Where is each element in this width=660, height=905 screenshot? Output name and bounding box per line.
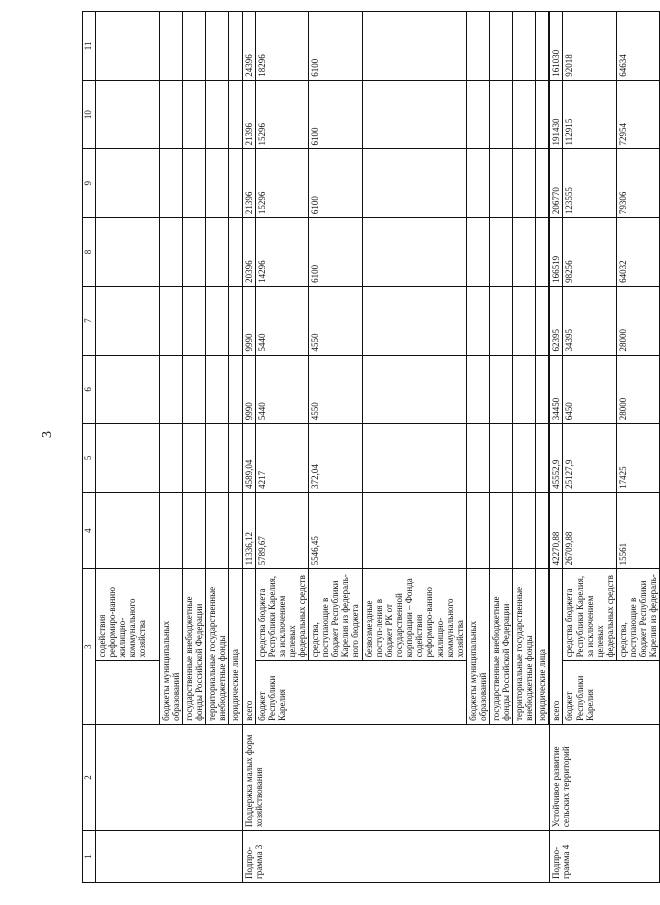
value-cell: 15296	[255, 149, 308, 218]
value-cell: 34395	[563, 286, 616, 355]
header-cell: 11	[83, 12, 96, 81]
header-cell: 6	[83, 355, 96, 424]
value-cell: 24396	[242, 12, 255, 81]
value-cell: 372,04	[309, 424, 363, 493]
value-cell: 21396	[242, 149, 255, 218]
cont-label: содействия реформиро-ванию жилищно-коммунального хозяйства	[96, 569, 160, 661]
value-cell: 98256	[563, 218, 616, 287]
value-cell: 11336,12	[242, 492, 255, 568]
value-cell: 92018	[563, 12, 616, 81]
subprogram-title: Устойчивое развитие сельских территорий	[550, 724, 660, 830]
source-label: государственные внебюджетные фонды Российской Федерации	[183, 569, 206, 725]
value-cell: 14296	[255, 218, 308, 287]
value-cell: 6100	[309, 218, 363, 287]
value-cell: 206770	[550, 149, 563, 218]
value-cell: 123555	[563, 149, 616, 218]
value-cell: 28000	[616, 355, 659, 424]
value-cell: 166519	[550, 218, 563, 287]
value-cell: 64634	[616, 12, 659, 81]
table-row	[242, 12, 255, 883]
header-cell: 2	[83, 724, 96, 830]
header-cell: 7	[83, 286, 96, 355]
subprogram-code: Подпро-грамма 4	[550, 831, 660, 883]
header-cell: 10	[83, 80, 96, 149]
rotated-table-wrapper	[82, 11, 659, 883]
table-row	[96, 12, 160, 883]
value-cell: 62395	[550, 286, 563, 355]
total-label: всего	[242, 569, 255, 725]
value-cell: 15561	[616, 492, 659, 568]
value-cell: 25127,9	[563, 424, 616, 493]
budget-table	[82, 11, 660, 883]
header-row	[83, 12, 96, 883]
header-cell: 3	[83, 569, 96, 725]
source-label: территориальные государственные внебюджетные фонды	[513, 569, 536, 725]
page-number: 3	[40, 431, 55, 438]
value-cell: 9990	[242, 355, 255, 424]
value-cell: 6450	[563, 355, 616, 424]
value-cell: 191430	[550, 80, 563, 149]
value-cell: 64032	[616, 218, 659, 287]
value-cell: 17425	[616, 424, 659, 493]
value-cell: 4217	[255, 424, 308, 493]
value-cell: 6100	[309, 80, 363, 149]
header-cell: 8	[83, 218, 96, 287]
total-label: всего	[550, 569, 563, 725]
source-label: бюджеты муниципальных образований	[160, 569, 183, 725]
header-cell: 1	[83, 831, 96, 883]
value-cell: 79306	[616, 149, 659, 218]
table-row	[550, 12, 563, 883]
header-cell: 9	[83, 149, 96, 218]
value-cell: 72954	[616, 80, 659, 149]
source-label: средства, поступающие в бюджет Республики Карелия из федераль-	[616, 569, 659, 661]
value-cell: 4550	[309, 286, 363, 355]
subprogram-code: Подпро-грамма 3	[242, 831, 550, 883]
source-label: территориальные государственные внебюджетные фонды	[206, 569, 229, 725]
value-cell: 5440	[255, 286, 308, 355]
value-cell: 21396	[242, 80, 255, 149]
value-cell: 6100	[309, 12, 363, 81]
value-cell: 161030	[550, 12, 563, 81]
value-cell: 20396	[242, 218, 255, 287]
subprogram-title: Поддержка малых форм хозяйствования	[242, 724, 550, 830]
budget-label: бюджет Республики Карелия	[255, 661, 466, 725]
value-cell: 5789,67	[255, 492, 308, 568]
source-label: юридические лица	[229, 569, 242, 725]
header-cell: 5	[83, 424, 96, 493]
value-cell: 28000	[616, 286, 659, 355]
source-label: бюджеты муниципальных образований	[466, 569, 489, 725]
source-label: средства бюджета Республики Карелия, за исключением целевых федеральных средств	[255, 569, 308, 661]
value-cell: 34450	[550, 355, 563, 424]
source-label: государственные внебюджетные фонды Российской Федерации	[489, 569, 512, 725]
source-label: юридические лица	[536, 569, 549, 725]
source-label: средства, поступающие в бюджет Республики Карелия из федераль-ного бюджета	[309, 569, 363, 661]
value-cell: 4589,04	[242, 424, 255, 493]
source-label: безвозмездные поступ-ления в бюджет РК от государственной корпорации – Фонда содействия реформиро-ванию жилищно-коммунального хозяйства	[363, 569, 467, 661]
value-cell: 112915	[563, 80, 616, 149]
value-cell: 45552,9	[550, 424, 563, 493]
value-cell: 5546,45	[309, 492, 363, 568]
value-cell: 5440	[255, 355, 308, 424]
value-cell: 18296	[255, 12, 308, 81]
value-cell: 9990	[242, 286, 255, 355]
value-cell: 26709,88	[563, 492, 616, 568]
value-cell: 4550	[309, 355, 363, 424]
value-cell: 42270,88	[550, 492, 563, 568]
budget-label: бюджет Республики Карелия	[563, 661, 660, 725]
source-label: средства бюджета Республики Карелия, за исключением целевых федеральных средств	[563, 569, 616, 661]
header-cell: 4	[83, 492, 96, 568]
value-cell: 15296	[255, 80, 308, 149]
value-cell: 6100	[309, 149, 363, 218]
